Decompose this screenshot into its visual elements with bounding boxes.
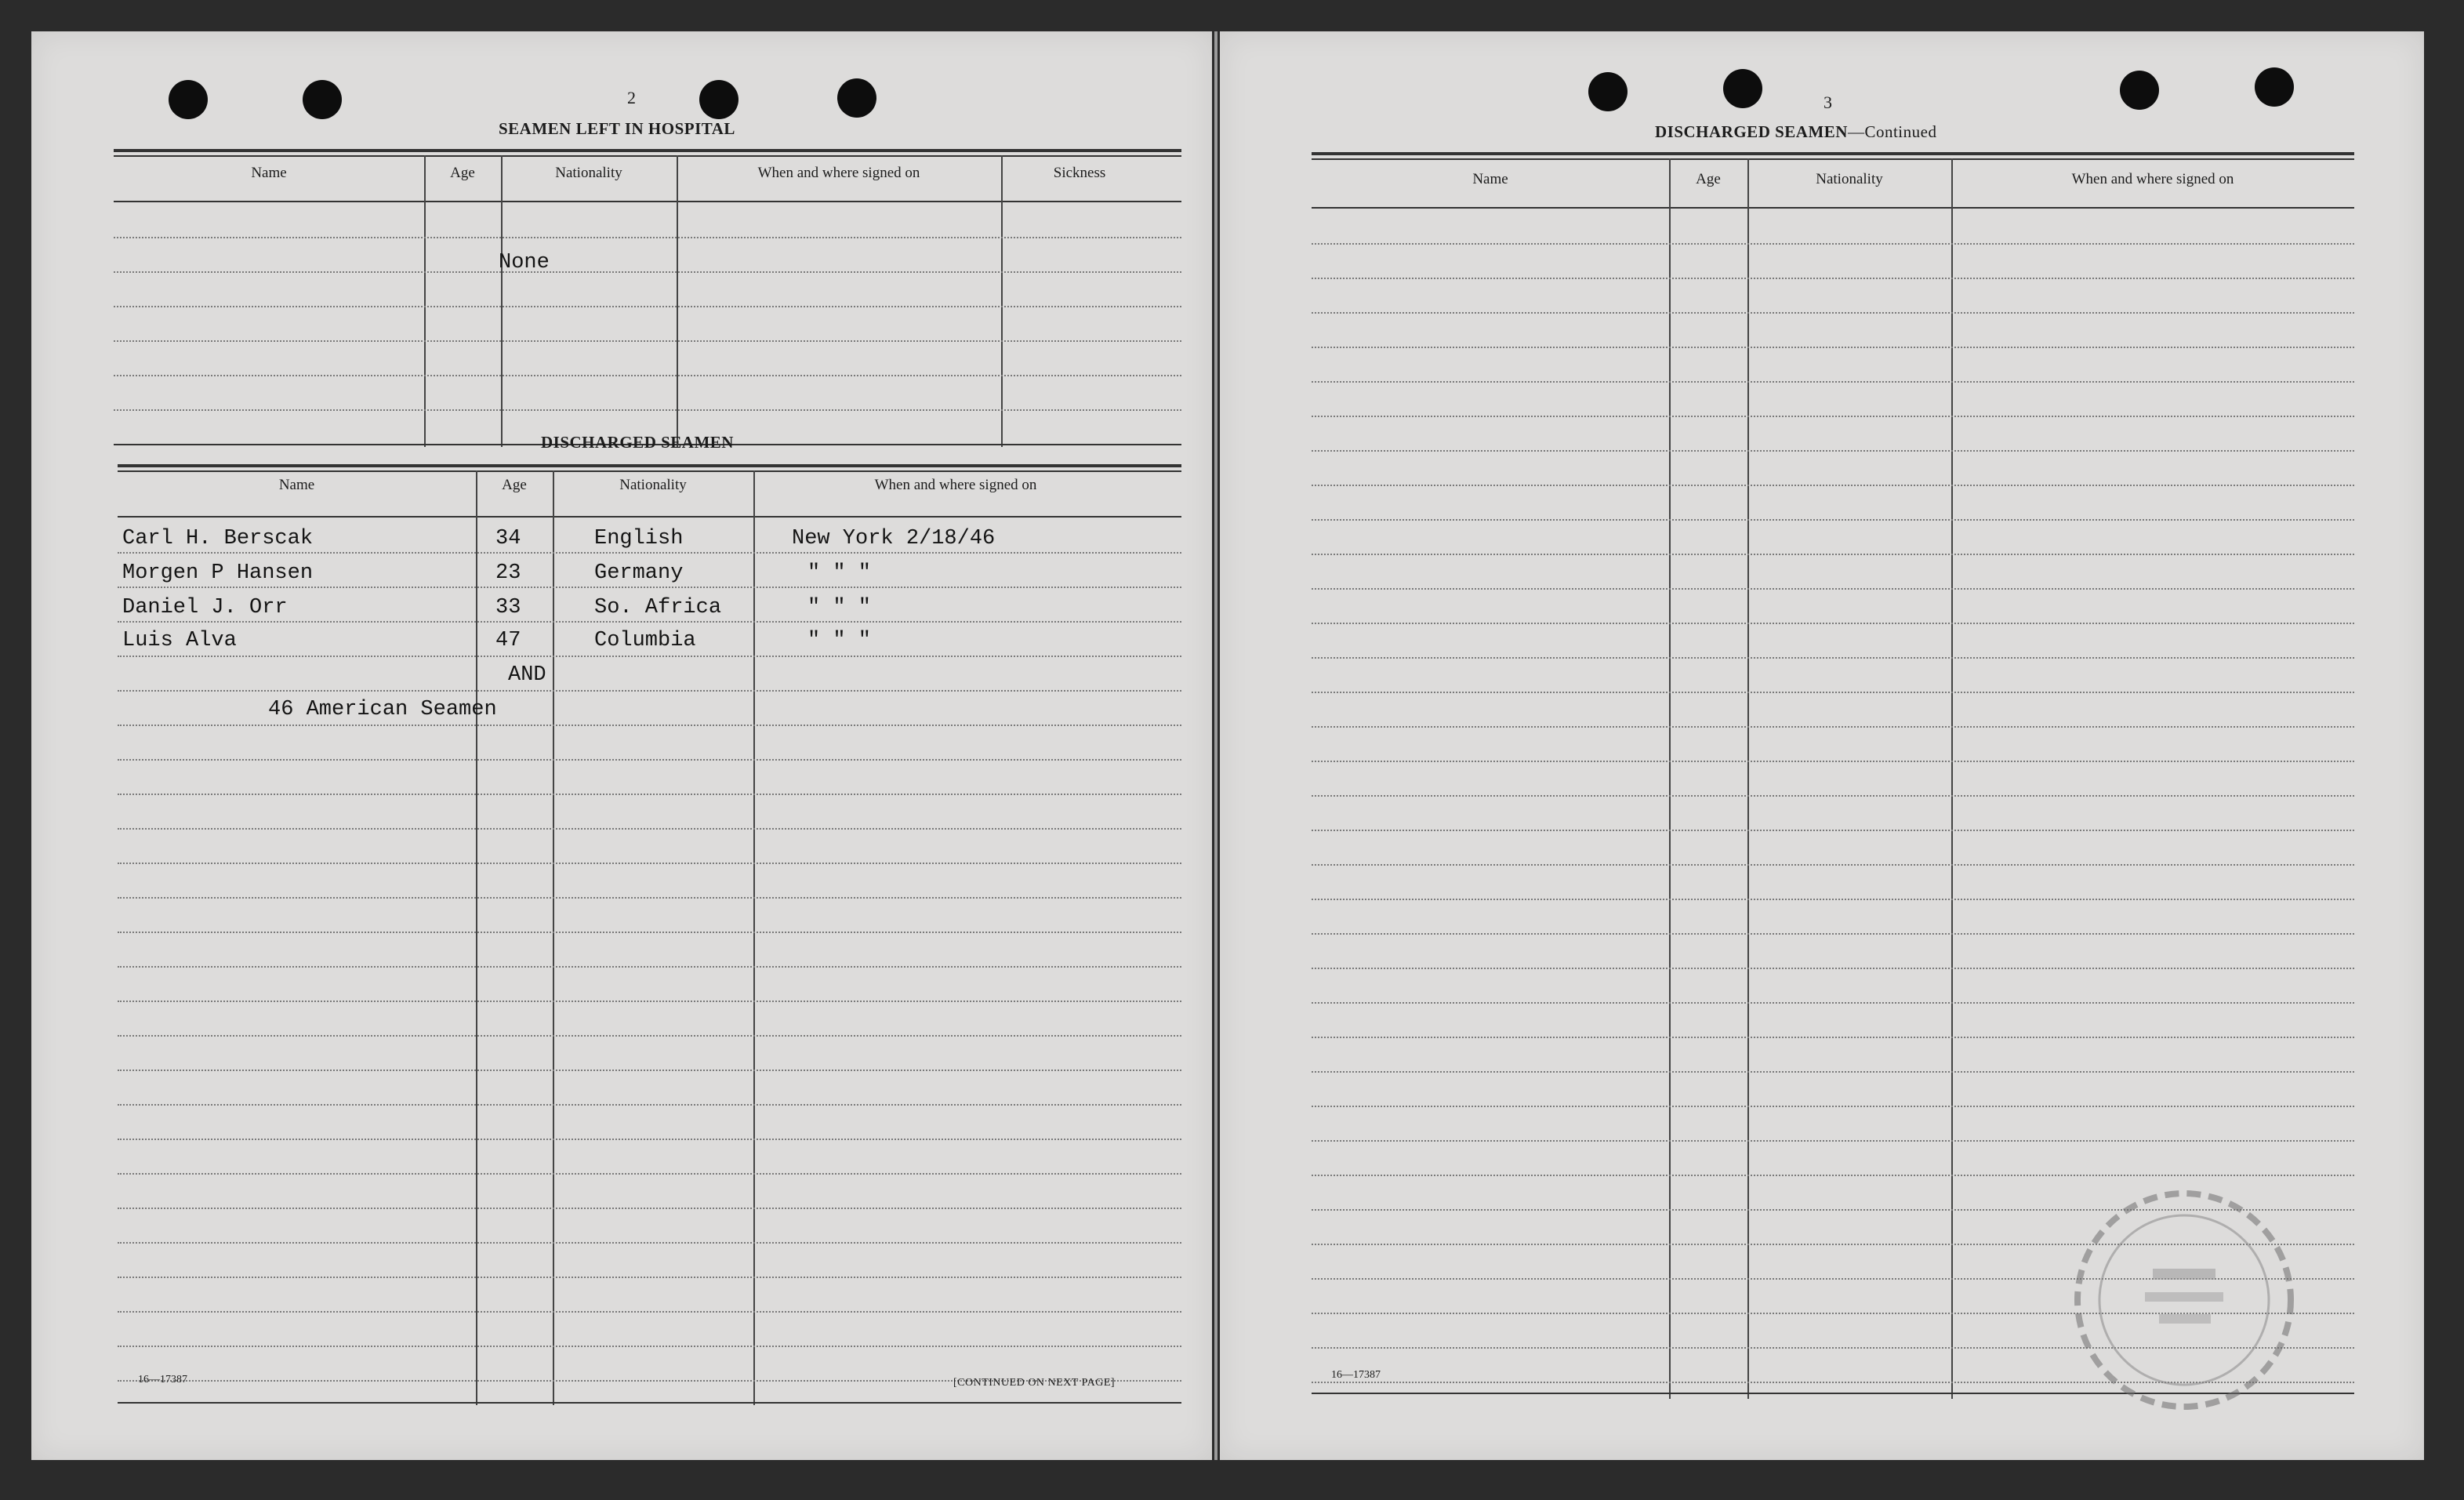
col-header-name: Name (251, 165, 287, 181)
page-number: 2 (627, 88, 636, 107)
ruled-line (1312, 588, 2354, 590)
col-header-signed-on: When and where signed on (2071, 171, 2234, 187)
col-header-name: Name (278, 477, 315, 493)
seaman-nationality: Columbia (594, 629, 696, 652)
seaman-nationality: English (594, 527, 684, 550)
ruled-line (1312, 554, 2354, 555)
ruled-line (118, 759, 1181, 761)
ruled-line (1312, 1175, 2354, 1176)
col-header-name: Name (1472, 171, 1508, 187)
ruled-line (1312, 1037, 2354, 1038)
ruled-line (118, 725, 1181, 726)
ruled-line (118, 1208, 1181, 1209)
page-number: 3 (1824, 93, 1832, 112)
left-page (31, 31, 1212, 1460)
ruled-line (118, 1277, 1181, 1278)
ruled-line (118, 828, 1181, 830)
ruled-line (1312, 347, 2354, 348)
ruled-line (1312, 830, 2354, 831)
ruled-line (1312, 243, 2354, 245)
ruled-line (1312, 795, 2354, 797)
form-number: 16—17387 (138, 1374, 187, 1386)
circular-stamp-mark (2067, 1182, 2302, 1418)
ruled-line (118, 1070, 1181, 1071)
ruled-line (1312, 381, 2354, 383)
ruled-line (1312, 1002, 2354, 1004)
seaman-signed-on: " " " (807, 629, 872, 652)
ruled-line (118, 587, 1181, 588)
seaman-nationality: Germany (594, 561, 684, 585)
title-suffix: —Continued (1847, 122, 1937, 141)
punch-hole (1588, 72, 1628, 111)
col-header-nationality: Nationality (619, 477, 687, 493)
ruled-line (118, 1311, 1181, 1313)
col-header-sickness: Sickness (1053, 165, 1106, 181)
ruled-line (1312, 899, 2354, 900)
continued-section-title (1655, 122, 1936, 142)
ruled-line (1312, 450, 2354, 452)
ruled-line (118, 1035, 1181, 1037)
seaman-name: Carl H. Berscak (122, 527, 314, 550)
ruled-line (118, 1173, 1181, 1175)
ruled-line (118, 863, 1181, 864)
hospital-section-title: SEAMEN LEFT IN HOSPITAL (499, 119, 735, 138)
col-header-age: Age (502, 477, 527, 493)
ruled-line (118, 1346, 1181, 1347)
col-header-signed-on: When and where signed on (874, 477, 1037, 493)
ruled-line (1312, 1071, 2354, 1073)
ruled-line (1312, 1106, 2354, 1107)
col-header-signed-on: When and where signed on (757, 165, 920, 181)
ruled-line (1312, 968, 2354, 969)
title-main: DISCHARGED SEAMEN (1655, 122, 1848, 141)
seaman-name: Luis Alva (122, 629, 237, 652)
ruled-line (1312, 278, 2354, 279)
ruled-line (1312, 761, 2354, 762)
ruled-line (118, 966, 1181, 968)
ruled-line (1312, 416, 2354, 417)
seaman-age: 33 (495, 596, 521, 619)
ruled-line (1312, 933, 2354, 935)
punch-hole (1723, 69, 1762, 108)
form-number: 16—17387 (1331, 1369, 1381, 1381)
seaman-age: 34 (495, 527, 521, 550)
ruled-line (1312, 312, 2354, 314)
punch-hole (2255, 67, 2294, 107)
punch-hole (837, 78, 876, 118)
ruled-line (118, 656, 1181, 657)
ruled-line (118, 932, 1181, 933)
col-header-age: Age (1696, 171, 1721, 187)
seaman-age: 23 (495, 561, 521, 585)
ruled-line (118, 690, 1181, 692)
seaman-age: 47 (495, 629, 521, 652)
ruled-line (1312, 623, 2354, 624)
hospital-entry-none: None (499, 251, 550, 274)
ruled-line (118, 552, 1181, 554)
seaman-name: Daniel J. Orr (122, 596, 288, 619)
ruled-line (118, 794, 1181, 795)
seaman-nationality: So. Africa (594, 596, 722, 619)
page-fold (1214, 31, 1217, 1460)
seaman-signed-on: " " " (807, 596, 872, 619)
punch-hole (699, 80, 738, 119)
punch-hole (169, 80, 208, 119)
col-header-nationality: Nationality (555, 165, 622, 181)
ruled-line (118, 897, 1181, 899)
ruled-line (1312, 726, 2354, 728)
and-note: AND (508, 663, 546, 687)
american-seamen-note: 46 American Seamen (268, 698, 497, 721)
punch-hole (2120, 71, 2159, 110)
seaman-signed-on: New York 2/18/46 (792, 527, 996, 550)
ruled-line (118, 1104, 1181, 1106)
ruled-line (1312, 657, 2354, 659)
discharged-section-title: DISCHARGED SEAMEN (541, 433, 734, 452)
ruled-line (118, 1139, 1181, 1140)
col-header-nationality: Nationality (1816, 171, 1883, 187)
ruled-line (1312, 519, 2354, 521)
punch-hole (303, 80, 342, 119)
ruled-line (118, 621, 1181, 623)
ruled-line (118, 1001, 1181, 1002)
seaman-name: Morgen P Hansen (122, 561, 314, 585)
seaman-signed-on: " " " (807, 561, 872, 585)
ruled-line (1312, 864, 2354, 866)
ruled-line (1312, 1140, 2354, 1142)
ruled-line (1312, 485, 2354, 486)
ruled-line (1312, 692, 2354, 693)
continued-note: [CONTINUED ON NEXT PAGE] (953, 1377, 1116, 1389)
hospital-table (114, 149, 1181, 447)
ruled-line (118, 1242, 1181, 1244)
col-header-age: Age (450, 165, 475, 181)
